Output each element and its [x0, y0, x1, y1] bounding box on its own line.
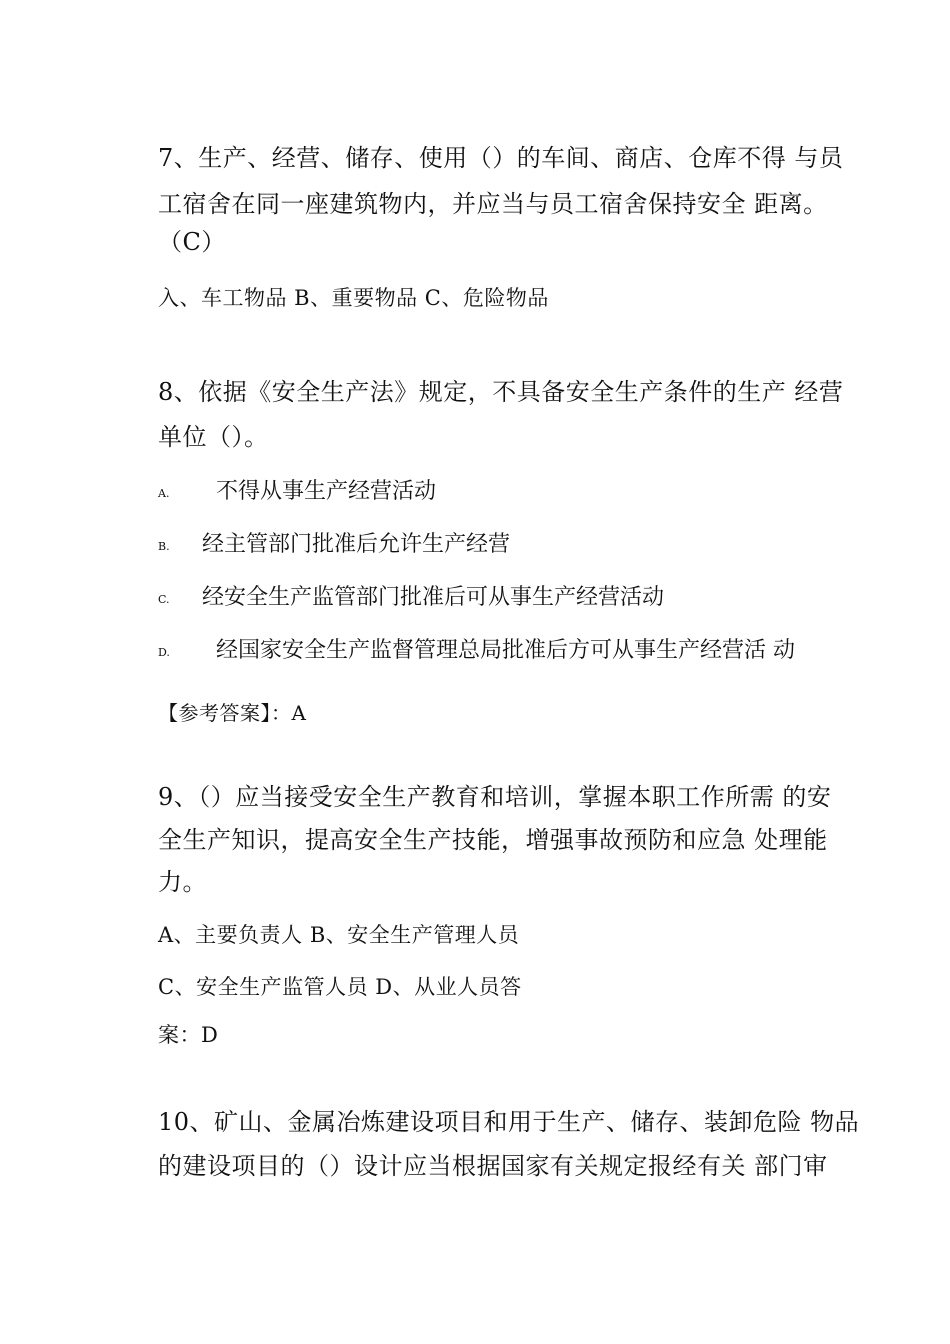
q8-option-a-letter: A.	[158, 487, 170, 500]
q8-line-2: 单位（）。	[158, 423, 269, 451]
q8-option-a-text: 不得从事生产经营活动	[216, 479, 437, 504]
q7-line-3: （C）	[158, 228, 226, 256]
q8-option-b-letter: B.	[158, 540, 170, 553]
q8-option-b-text: 经主管部门批准后允许生产经营	[202, 532, 511, 557]
q7-options: 入、车工物品 B、重要物品 C、危险物品	[158, 286, 549, 310]
q9-options-1: A、主要负责人 B、安全生产管理人员	[158, 923, 520, 947]
q10-line-2: 的建设项目的（）设计应当根据国家有关规定报经有关 部门审	[158, 1152, 828, 1180]
q8-option-d-letter: D.	[158, 646, 170, 659]
q8-line-1: 8、依据《安全生产法》规定，不具备安全生产条件的生产 经营	[158, 378, 844, 406]
q9-line-2: 全生产知识，提高安全生产技能，增强事故预防和应急 处理能	[158, 826, 828, 854]
q8-answer: 【参考答案】：A	[158, 701, 307, 725]
q9-answer: 案：D	[158, 1023, 219, 1047]
q8-option-c-letter: C.	[158, 593, 170, 606]
q9-line-3: 力。	[158, 868, 207, 896]
q8-option-c-text: 经安全生产监管部门批准后可从事生产经营活动	[202, 585, 665, 610]
q9-options-2: C、安全生产监管人员 D、从业人员答	[158, 975, 522, 999]
q7-line-1: 7、生产、经营、储存、使用（）的车间、商店、仓库不得 与员	[158, 144, 844, 172]
q7-line-2: 工宿舍在同一座建筑物内，并应当与员工宿舍保持安全 距离。	[158, 190, 828, 218]
q9-line-1: 9、（）应当接受安全生产教育和培训，掌握本职工作所需 的安	[158, 783, 832, 811]
q8-option-d-text: 经国家安全生产监督管理总局批准后方可从事生产经营活 动	[216, 638, 795, 663]
q10-line-1: 10、矿山、金属冶炼建设项目和用于生产、储存、装卸危险 物品	[158, 1108, 860, 1136]
